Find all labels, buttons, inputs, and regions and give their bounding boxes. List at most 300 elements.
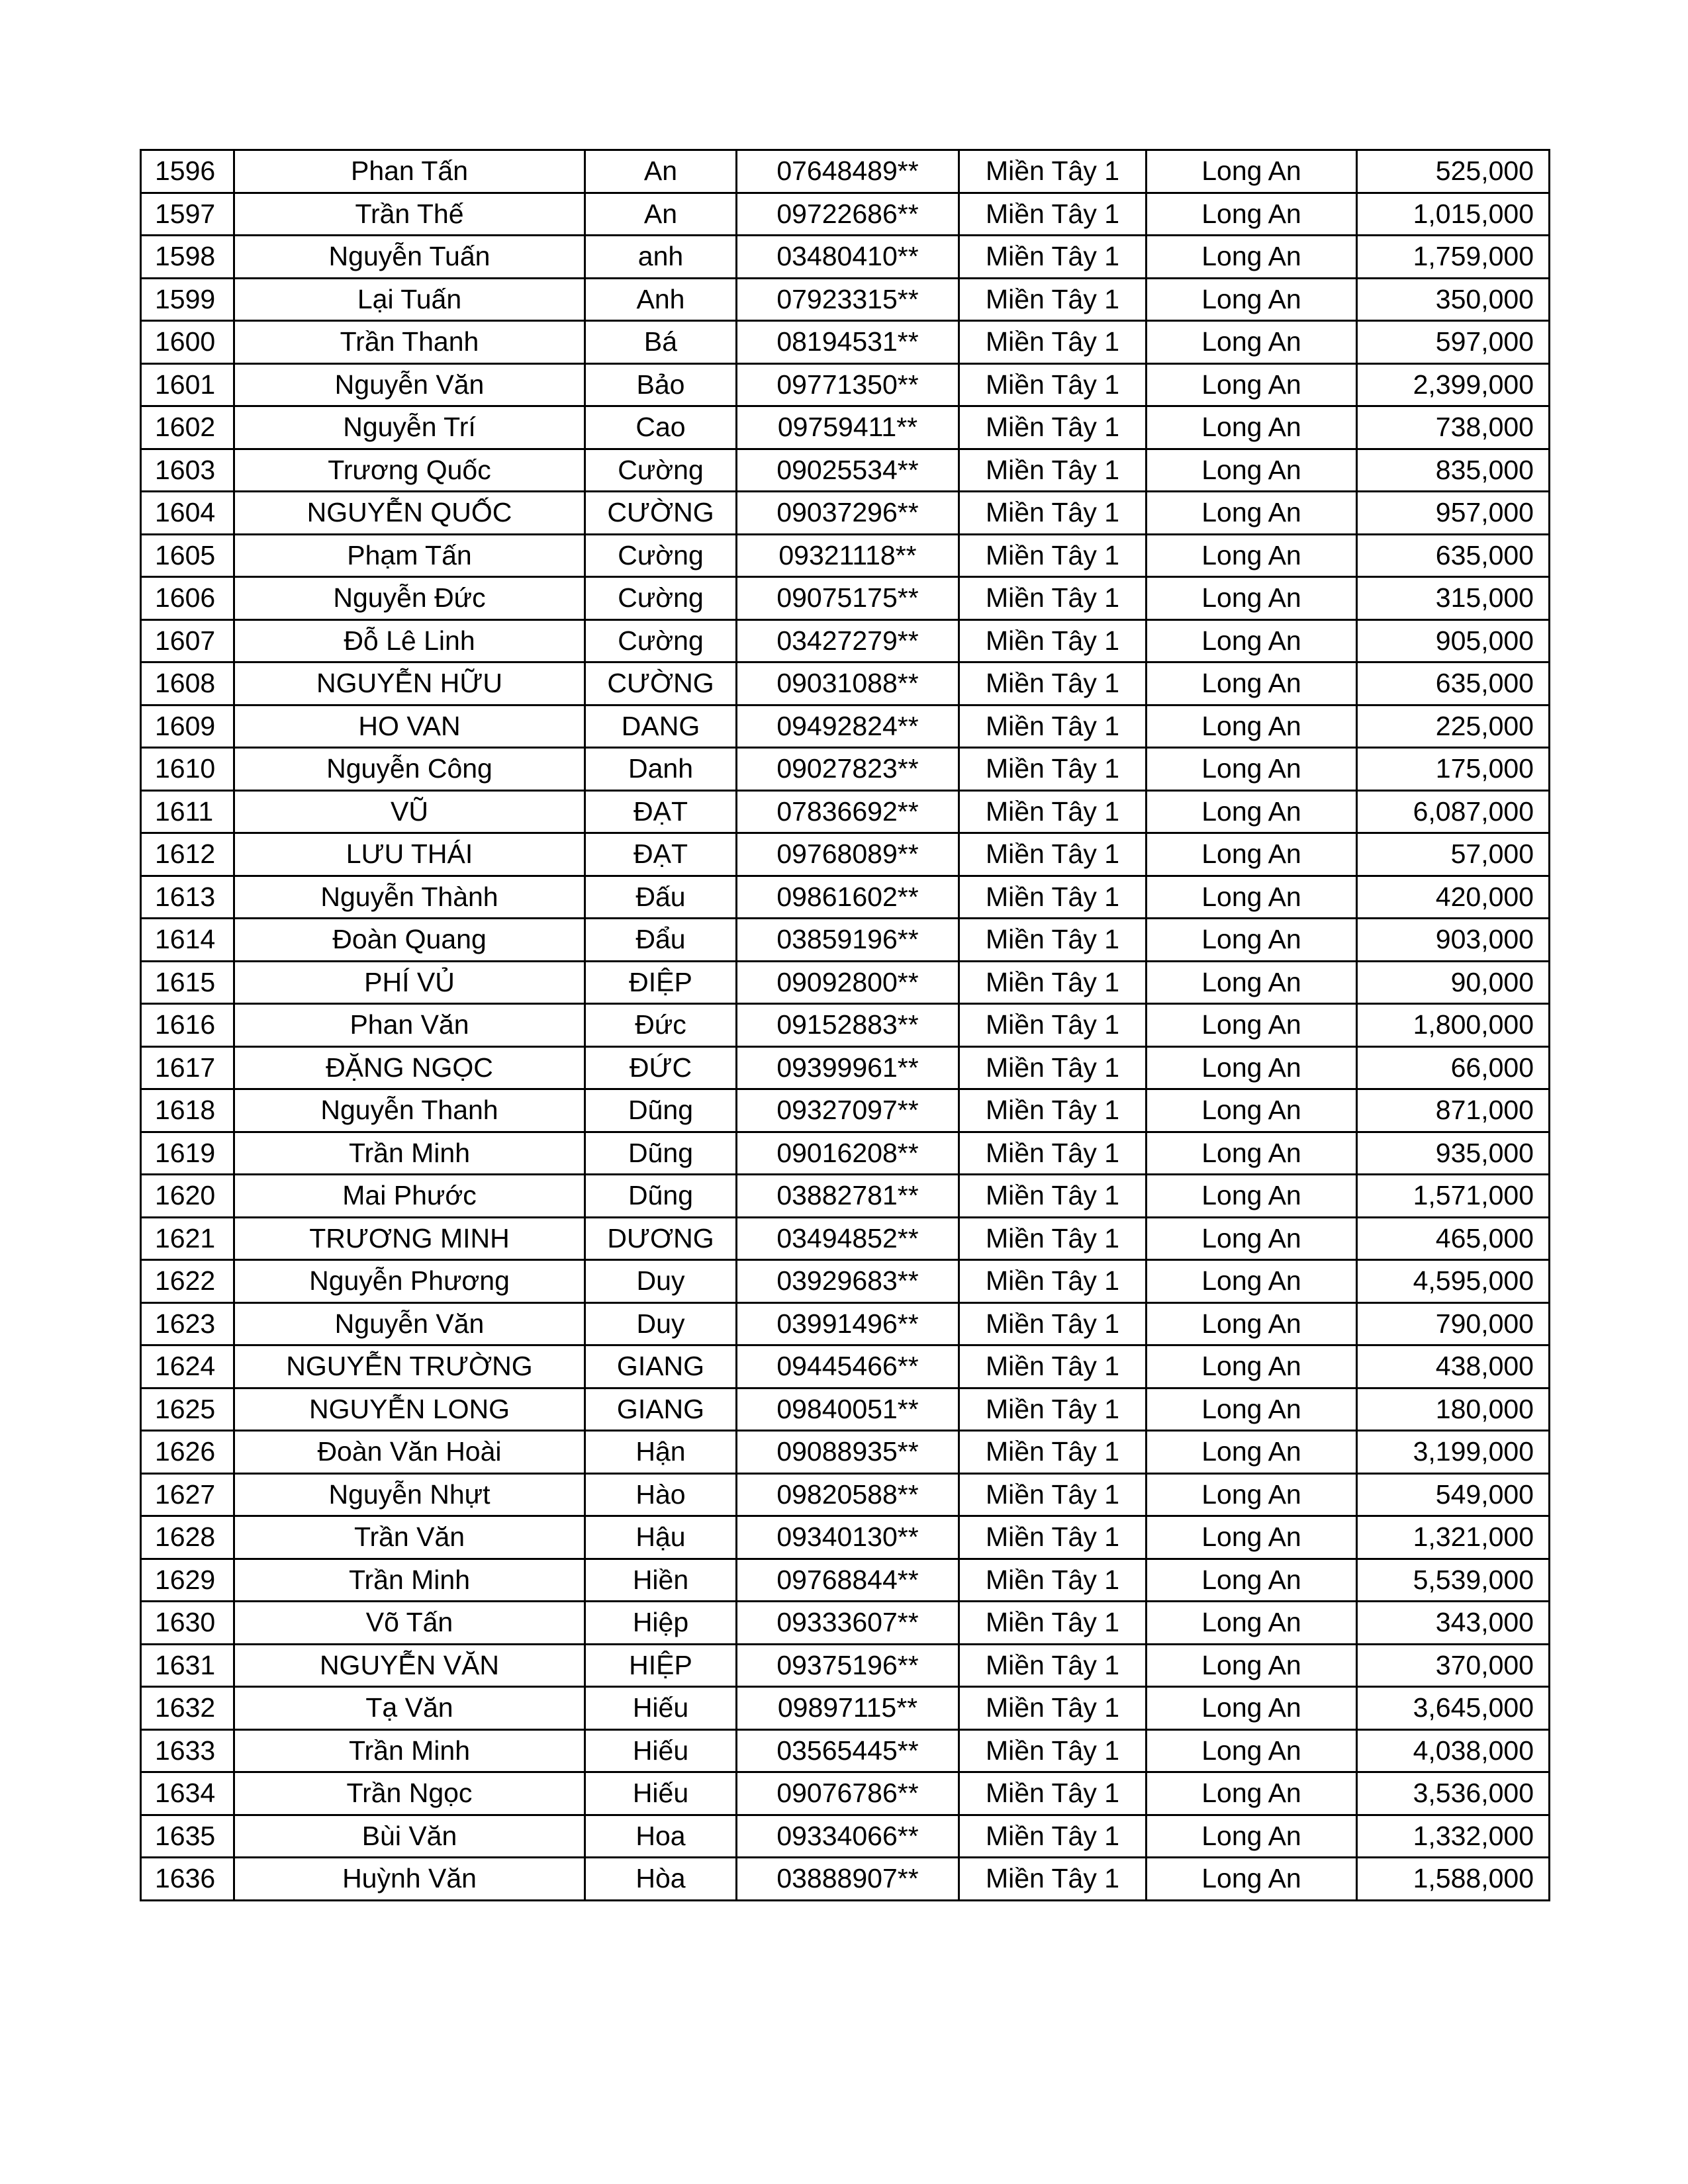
row-number-cell: 1606 <box>141 577 234 620</box>
table-row <box>141 790 1550 833</box>
amount-cell: 1,759,000 <box>1357 236 1550 279</box>
row-number-cell: 1636 <box>141 1858 234 1901</box>
table-row <box>141 1644 1550 1687</box>
surname-cell: Trần Minh <box>234 1729 585 1772</box>
amount-cell: 370,000 <box>1357 1644 1550 1687</box>
surname-cell: Nguyễn Phương <box>234 1260 585 1303</box>
row-number-cell: 1596 <box>141 150 234 193</box>
given-name-cell: HIỆP <box>585 1644 737 1687</box>
province-cell: Long An <box>1147 278 1357 321</box>
surname-cell: Mai Phước <box>234 1175 585 1218</box>
surname-cell: VŨ <box>234 790 585 833</box>
phone-cell: 09759411** <box>737 406 959 449</box>
given-name-cell: Bá <box>585 321 737 364</box>
region-cell: Miền Tây 1 <box>959 1516 1147 1559</box>
region-cell: Miền Tây 1 <box>959 790 1147 833</box>
amount-cell: 90,000 <box>1357 961 1550 1004</box>
row-number-cell: 1610 <box>141 748 234 791</box>
phone-cell: 09771350** <box>737 363 959 406</box>
province-cell: Long An <box>1147 577 1357 620</box>
phone-cell: 03882781** <box>737 1175 959 1218</box>
row-number-cell: 1613 <box>141 876 234 919</box>
province-cell: Long An <box>1147 1345 1357 1388</box>
province-cell: Long An <box>1147 919 1357 962</box>
phone-cell: 03991496** <box>737 1302 959 1345</box>
province-cell: Long An <box>1147 1815 1357 1858</box>
province-cell: Long An <box>1147 150 1357 193</box>
table-row <box>141 919 1550 962</box>
phone-cell: 09027823** <box>737 748 959 791</box>
given-name-cell: ĐẠT <box>585 790 737 833</box>
row-number-cell: 1631 <box>141 1644 234 1687</box>
phone-cell: 09340130** <box>737 1516 959 1559</box>
region-cell: Miền Tây 1 <box>959 1729 1147 1772</box>
phone-cell: 09840051** <box>737 1388 959 1431</box>
surname-cell: Huỳnh Văn <box>234 1858 585 1901</box>
region-cell: Miền Tây 1 <box>959 1687 1147 1730</box>
phone-cell: 08194531** <box>737 321 959 364</box>
surname-cell: Đoàn Văn Hoài <box>234 1431 585 1474</box>
region-cell: Miền Tây 1 <box>959 1345 1147 1388</box>
row-number-cell: 1600 <box>141 321 234 364</box>
phone-cell: 09445466** <box>737 1345 959 1388</box>
table-row <box>141 1046 1550 1089</box>
province-cell: Long An <box>1147 1089 1357 1132</box>
table-row <box>141 705 1550 748</box>
table-row <box>141 1473 1550 1516</box>
phone-cell: 09327097** <box>737 1089 959 1132</box>
given-name-cell: Hận <box>585 1431 737 1474</box>
province-cell: Long An <box>1147 1302 1357 1345</box>
given-name-cell: Hoa <box>585 1815 737 1858</box>
province-cell: Long An <box>1147 1046 1357 1089</box>
region-cell: Miền Tây 1 <box>959 1175 1147 1218</box>
given-name-cell: Dũng <box>585 1132 737 1175</box>
amount-cell: 420,000 <box>1357 876 1550 919</box>
phone-cell: 09075175** <box>737 577 959 620</box>
row-number-cell: 1611 <box>141 790 234 833</box>
region-cell: Miền Tây 1 <box>959 321 1147 364</box>
amount-cell: 3,199,000 <box>1357 1431 1550 1474</box>
amount-cell: 790,000 <box>1357 1302 1550 1345</box>
row-number-cell: 1619 <box>141 1132 234 1175</box>
row-number-cell: 1616 <box>141 1004 234 1047</box>
amount-cell: 465,000 <box>1357 1217 1550 1260</box>
province-cell: Long An <box>1147 1132 1357 1175</box>
region-cell: Miền Tây 1 <box>959 961 1147 1004</box>
region-cell: Miền Tây 1 <box>959 662 1147 705</box>
region-cell: Miền Tây 1 <box>959 1815 1147 1858</box>
given-name-cell: Cường <box>585 577 737 620</box>
amount-cell: 525,000 <box>1357 150 1550 193</box>
surname-cell: Trần Ngọc <box>234 1772 585 1815</box>
surname-cell: Bùi Văn <box>234 1815 585 1858</box>
table-row <box>141 150 1550 193</box>
province-cell: Long An <box>1147 961 1357 1004</box>
phone-cell: 07648489** <box>737 150 959 193</box>
amount-cell: 957,000 <box>1357 492 1550 535</box>
table-row <box>141 1089 1550 1132</box>
table-row <box>141 1345 1550 1388</box>
amount-cell: 1,800,000 <box>1357 1004 1550 1047</box>
province-cell: Long An <box>1147 1644 1357 1687</box>
surname-cell: Nguyễn Tuấn <box>234 236 585 279</box>
region-cell: Miền Tây 1 <box>959 363 1147 406</box>
province-cell: Long An <box>1147 705 1357 748</box>
amount-cell: 225,000 <box>1357 705 1550 748</box>
surname-cell: NGUYỄN QUỐC <box>234 492 585 535</box>
region-cell: Miền Tây 1 <box>959 1132 1147 1175</box>
province-cell: Long An <box>1147 748 1357 791</box>
province-cell: Long An <box>1147 492 1357 535</box>
region-cell: Miền Tây 1 <box>959 492 1147 535</box>
amount-cell: 4,595,000 <box>1357 1260 1550 1303</box>
table-row <box>141 961 1550 1004</box>
province-cell: Long An <box>1147 449 1357 492</box>
row-number-cell: 1634 <box>141 1772 234 1815</box>
amount-cell: 1,321,000 <box>1357 1516 1550 1559</box>
table-row <box>141 406 1550 449</box>
amount-cell: 175,000 <box>1357 748 1550 791</box>
row-number-cell: 1605 <box>141 534 234 577</box>
amount-cell: 3,536,000 <box>1357 1772 1550 1815</box>
table-row <box>141 193 1550 236</box>
amount-cell: 635,000 <box>1357 662 1550 705</box>
surname-cell: NGUYỄN LONG <box>234 1388 585 1431</box>
row-number-cell: 1621 <box>141 1217 234 1260</box>
table-row <box>141 1388 1550 1431</box>
province-cell: Long An <box>1147 1729 1357 1772</box>
surname-cell: HO VAN <box>234 705 585 748</box>
surname-cell: NGUYỄN TRƯỜNG <box>234 1345 585 1388</box>
amount-cell: 5,539,000 <box>1357 1559 1550 1602</box>
surname-cell: Trần Minh <box>234 1559 585 1602</box>
surname-cell: Phạm Tấn <box>234 534 585 577</box>
amount-cell: 597,000 <box>1357 321 1550 364</box>
given-name-cell: An <box>585 150 737 193</box>
surname-cell: Nguyễn Thành <box>234 876 585 919</box>
amount-cell: 1,588,000 <box>1357 1858 1550 1901</box>
phone-cell: 07836692** <box>737 790 959 833</box>
phone-cell: 09768844** <box>737 1559 959 1602</box>
row-number-cell: 1604 <box>141 492 234 535</box>
amount-cell: 2,399,000 <box>1357 363 1550 406</box>
region-cell: Miền Tây 1 <box>959 1260 1147 1303</box>
given-name-cell: Cường <box>585 449 737 492</box>
given-name-cell: Cường <box>585 534 737 577</box>
region-cell: Miền Tây 1 <box>959 1772 1147 1815</box>
row-number-cell: 1617 <box>141 1046 234 1089</box>
phone-cell: 09088935** <box>737 1431 959 1474</box>
phone-cell: 09333607** <box>737 1602 959 1645</box>
region-cell: Miền Tây 1 <box>959 748 1147 791</box>
row-number-cell: 1624 <box>141 1345 234 1388</box>
table-row <box>141 1602 1550 1645</box>
region-cell: Miền Tây 1 <box>959 278 1147 321</box>
amount-cell: 4,038,000 <box>1357 1729 1550 1772</box>
province-cell: Long An <box>1147 1260 1357 1303</box>
table-row <box>141 534 1550 577</box>
region-cell: Miền Tây 1 <box>959 406 1147 449</box>
row-number-cell: 1615 <box>141 961 234 1004</box>
row-number-cell: 1607 <box>141 619 234 662</box>
region-cell: Miền Tây 1 <box>959 919 1147 962</box>
region-cell: Miền Tây 1 <box>959 534 1147 577</box>
amount-cell: 1,332,000 <box>1357 1815 1550 1858</box>
amount-cell: 6,087,000 <box>1357 790 1550 833</box>
province-cell: Long An <box>1147 1004 1357 1047</box>
given-name-cell: ĐỨC <box>585 1046 737 1089</box>
province-cell: Long An <box>1147 1772 1357 1815</box>
region-cell: Miền Tây 1 <box>959 1602 1147 1645</box>
region-cell: Miền Tây 1 <box>959 449 1147 492</box>
province-cell: Long An <box>1147 321 1357 364</box>
table-row <box>141 1260 1550 1303</box>
given-name-cell: Bảo <box>585 363 737 406</box>
surname-cell: Lại Tuấn <box>234 278 585 321</box>
phone-cell: 03859196** <box>737 919 959 962</box>
row-number-cell: 1622 <box>141 1260 234 1303</box>
phone-cell: 09016208** <box>737 1132 959 1175</box>
amount-cell: 1,571,000 <box>1357 1175 1550 1218</box>
table-row <box>141 1559 1550 1602</box>
given-name-cell: An <box>585 193 737 236</box>
given-name-cell: DANG <box>585 705 737 748</box>
table-row <box>141 1217 1550 1260</box>
table-row <box>141 1004 1550 1047</box>
row-number-cell: 1628 <box>141 1516 234 1559</box>
row-number-cell: 1618 <box>141 1089 234 1132</box>
row-number-cell: 1625 <box>141 1388 234 1431</box>
region-cell: Miền Tây 1 <box>959 150 1147 193</box>
row-number-cell: 1609 <box>141 705 234 748</box>
phone-cell: 09897115** <box>737 1687 959 1730</box>
row-number-cell: 1602 <box>141 406 234 449</box>
amount-cell: 315,000 <box>1357 577 1550 620</box>
given-name-cell: Hiệp <box>585 1602 737 1645</box>
region-cell: Miền Tây 1 <box>959 577 1147 620</box>
table-body <box>141 150 1550 1901</box>
surname-cell: Phan Văn <box>234 1004 585 1047</box>
row-number-cell: 1601 <box>141 363 234 406</box>
given-name-cell: Hiền <box>585 1559 737 1602</box>
surname-cell: Trần Thế <box>234 193 585 236</box>
phone-cell: 09092800** <box>737 961 959 1004</box>
amount-cell: 180,000 <box>1357 1388 1550 1431</box>
region-cell: Miền Tây 1 <box>959 236 1147 279</box>
region-cell: Miền Tây 1 <box>959 1302 1147 1345</box>
given-name-cell: Dũng <box>585 1089 737 1132</box>
phone-cell: 09321118** <box>737 534 959 577</box>
province-cell: Long An <box>1147 619 1357 662</box>
phone-cell: 03929683** <box>737 1260 959 1303</box>
phone-cell: 09492824** <box>737 705 959 748</box>
phone-cell: 09076786** <box>737 1772 959 1815</box>
given-name-cell: Dũng <box>585 1175 737 1218</box>
recipient-table <box>140 149 1550 1901</box>
province-cell: Long An <box>1147 363 1357 406</box>
phone-cell: 09375196** <box>737 1644 959 1687</box>
given-name-cell: GIANG <box>585 1345 737 1388</box>
surname-cell: Trần Văn <box>234 1516 585 1559</box>
row-number-cell: 1623 <box>141 1302 234 1345</box>
given-name-cell: Hiếu <box>585 1772 737 1815</box>
phone-cell: 09037296** <box>737 492 959 535</box>
surname-cell: PHÍ VỦ <box>234 961 585 1004</box>
table-row <box>141 1772 1550 1815</box>
amount-cell: 903,000 <box>1357 919 1550 962</box>
given-name-cell: CƯỜNG <box>585 492 737 535</box>
row-number-cell: 1598 <box>141 236 234 279</box>
surname-cell: NGUYỄN VĂN <box>234 1644 585 1687</box>
surname-cell: LƯU THÁI <box>234 833 585 876</box>
given-name-cell: Duy <box>585 1302 737 1345</box>
province-cell: Long An <box>1147 1516 1357 1559</box>
amount-cell: 350,000 <box>1357 278 1550 321</box>
surname-cell: Nguyễn Văn <box>234 363 585 406</box>
row-number-cell: 1603 <box>141 449 234 492</box>
given-name-cell: Đấu <box>585 876 737 919</box>
region-cell: Miền Tây 1 <box>959 833 1147 876</box>
given-name-cell: anh <box>585 236 737 279</box>
row-number-cell: 1620 <box>141 1175 234 1218</box>
table-row <box>141 1175 1550 1218</box>
surname-cell: Nguyễn Đức <box>234 577 585 620</box>
row-number-cell: 1630 <box>141 1602 234 1645</box>
phone-cell: 03494852** <box>737 1217 959 1260</box>
row-number-cell: 1632 <box>141 1687 234 1730</box>
amount-cell: 438,000 <box>1357 1345 1550 1388</box>
surname-cell: Trần Minh <box>234 1132 585 1175</box>
given-name-cell: ĐẠT <box>585 833 737 876</box>
table-row <box>141 1858 1550 1901</box>
province-cell: Long An <box>1147 534 1357 577</box>
province-cell: Long An <box>1147 1388 1357 1431</box>
region-cell: Miền Tây 1 <box>959 1089 1147 1132</box>
province-cell: Long An <box>1147 1602 1357 1645</box>
table-row <box>141 449 1550 492</box>
table-row <box>141 1729 1550 1772</box>
phone-cell: 09334066** <box>737 1815 959 1858</box>
given-name-cell: Cường <box>585 619 737 662</box>
table-row <box>141 1431 1550 1474</box>
province-cell: Long An <box>1147 193 1357 236</box>
region-cell: Miền Tây 1 <box>959 1858 1147 1901</box>
region-cell: Miền Tây 1 <box>959 1644 1147 1687</box>
given-name-cell: Duy <box>585 1260 737 1303</box>
surname-cell: TRƯƠNG MINH <box>234 1217 585 1260</box>
province-cell: Long An <box>1147 1473 1357 1516</box>
region-cell: Miền Tây 1 <box>959 1004 1147 1047</box>
surname-cell: Nguyễn Thanh <box>234 1089 585 1132</box>
table-row <box>141 748 1550 791</box>
province-cell: Long An <box>1147 236 1357 279</box>
surname-cell: Đỗ Lê Linh <box>234 619 585 662</box>
amount-cell: 635,000 <box>1357 534 1550 577</box>
table-row <box>141 619 1550 662</box>
table-row <box>141 236 1550 279</box>
surname-cell: Nguyễn Nhựt <box>234 1473 585 1516</box>
table-row <box>141 1687 1550 1730</box>
given-name-cell: ĐIỆP <box>585 961 737 1004</box>
province-cell: Long An <box>1147 1431 1357 1474</box>
surname-cell: NGUYỄN HỮU <box>234 662 585 705</box>
given-name-cell: Anh <box>585 278 737 321</box>
surname-cell: Nguyễn Trí <box>234 406 585 449</box>
surname-cell: ĐẶNG NGỌC <box>234 1046 585 1089</box>
province-cell: Long An <box>1147 1175 1357 1218</box>
surname-cell: Võ Tấn <box>234 1602 585 1645</box>
row-number-cell: 1627 <box>141 1473 234 1516</box>
surname-cell: Nguyễn Văn <box>234 1302 585 1345</box>
row-number-cell: 1597 <box>141 193 234 236</box>
amount-cell: 835,000 <box>1357 449 1550 492</box>
region-cell: Miền Tây 1 <box>959 1046 1147 1089</box>
table-row <box>141 833 1550 876</box>
phone-cell: 09399961** <box>737 1046 959 1089</box>
given-name-cell: Hòa <box>585 1858 737 1901</box>
row-number-cell: 1612 <box>141 833 234 876</box>
province-cell: Long An <box>1147 1217 1357 1260</box>
surname-cell: Tạ Văn <box>234 1687 585 1730</box>
phone-cell: 09025534** <box>737 449 959 492</box>
table-row <box>141 876 1550 919</box>
table-row <box>141 1132 1550 1175</box>
province-cell: Long An <box>1147 1559 1357 1602</box>
phone-cell: 03480410** <box>737 236 959 279</box>
amount-cell: 343,000 <box>1357 1602 1550 1645</box>
region-cell: Miền Tây 1 <box>959 193 1147 236</box>
table-row <box>141 363 1550 406</box>
table-row <box>141 492 1550 535</box>
row-number-cell: 1629 <box>141 1559 234 1602</box>
region-cell: Miền Tây 1 <box>959 1559 1147 1602</box>
amount-cell: 871,000 <box>1357 1089 1550 1132</box>
province-cell: Long An <box>1147 790 1357 833</box>
table-row <box>141 1815 1550 1858</box>
amount-cell: 66,000 <box>1357 1046 1550 1089</box>
row-number-cell: 1633 <box>141 1729 234 1772</box>
phone-cell: 03888907** <box>737 1858 959 1901</box>
phone-cell: 09031088** <box>737 662 959 705</box>
given-name-cell: Hiếu <box>585 1729 737 1772</box>
region-cell: Miền Tây 1 <box>959 705 1147 748</box>
given-name-cell: Hậu <box>585 1516 737 1559</box>
given-name-cell: Hiếu <box>585 1687 737 1730</box>
given-name-cell: CƯỜNG <box>585 662 737 705</box>
surname-cell: Đoàn Quang <box>234 919 585 962</box>
province-cell: Long An <box>1147 406 1357 449</box>
given-name-cell: DƯƠNG <box>585 1217 737 1260</box>
province-cell: Long An <box>1147 1858 1357 1901</box>
region-cell: Miền Tây 1 <box>959 1473 1147 1516</box>
region-cell: Miền Tây 1 <box>959 619 1147 662</box>
phone-cell: 09861602** <box>737 876 959 919</box>
row-number-cell: 1626 <box>141 1431 234 1474</box>
given-name-cell: Danh <box>585 748 737 791</box>
amount-cell: 57,000 <box>1357 833 1550 876</box>
given-name-cell: Hào <box>585 1473 737 1516</box>
table-row <box>141 1516 1550 1559</box>
province-cell: Long An <box>1147 1687 1357 1730</box>
region-cell: Miền Tây 1 <box>959 876 1147 919</box>
phone-cell: 07923315** <box>737 278 959 321</box>
row-number-cell: 1608 <box>141 662 234 705</box>
phone-cell: 09768089** <box>737 833 959 876</box>
table-row <box>141 577 1550 620</box>
amount-cell: 3,645,000 <box>1357 1687 1550 1730</box>
table-row <box>141 1302 1550 1345</box>
